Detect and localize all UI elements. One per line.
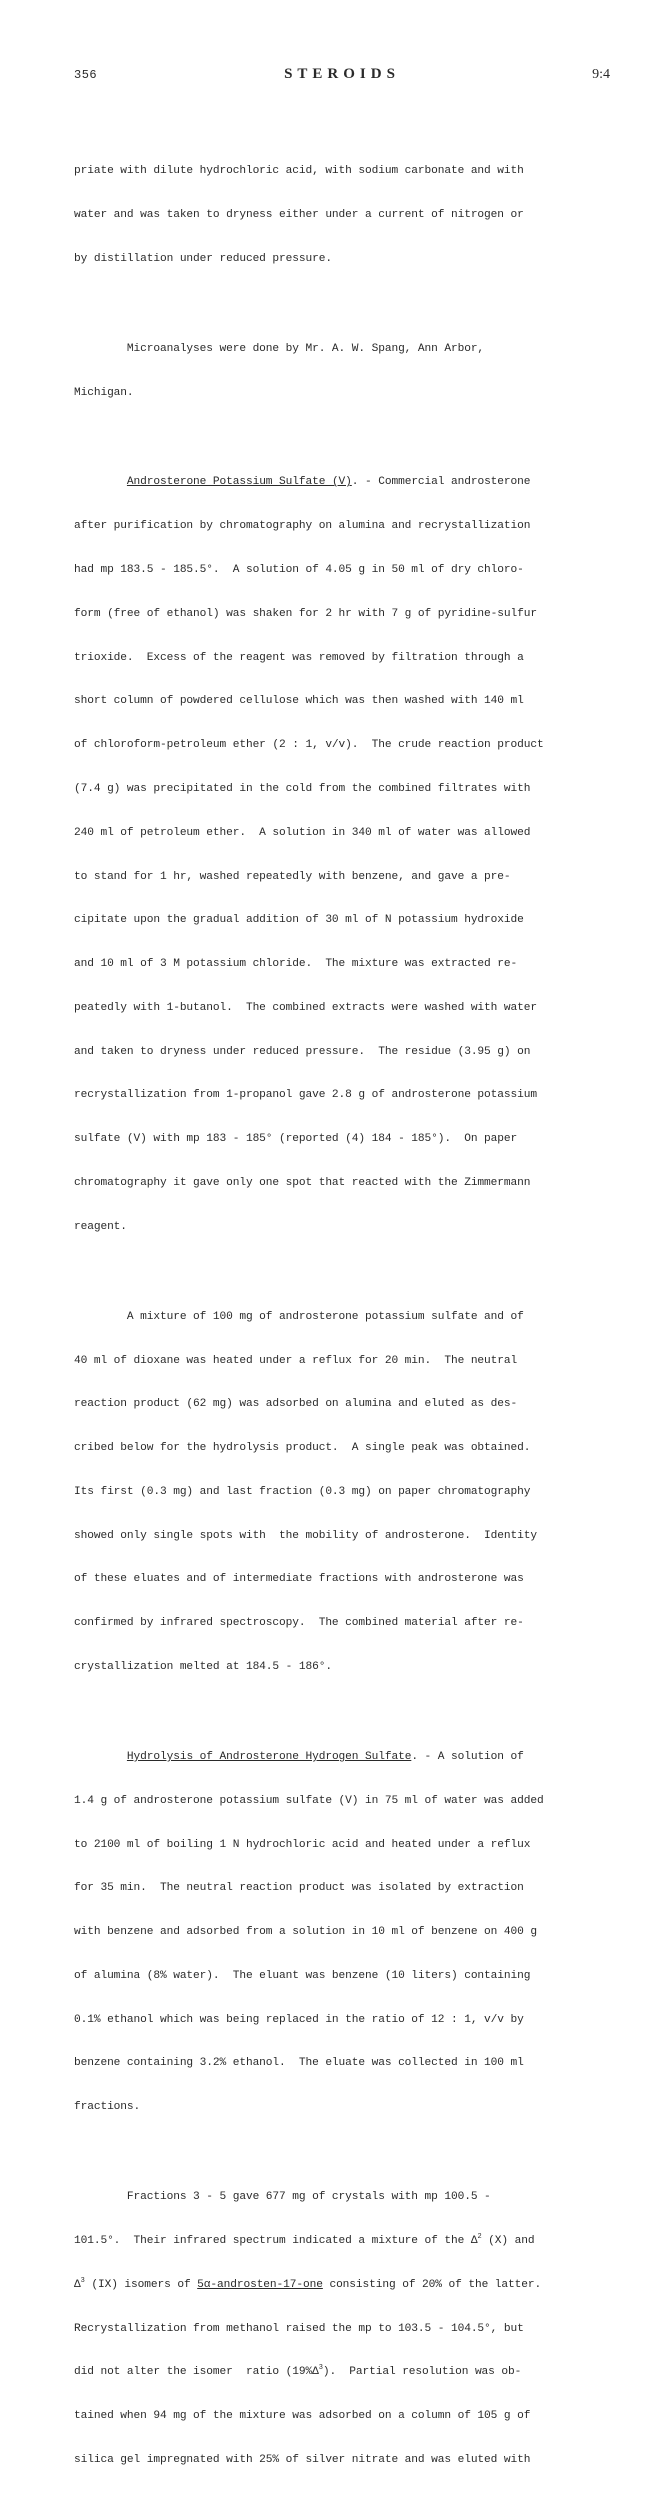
text-line: cribed below for the hydrolysis product. A single peak was obtained.: [74, 1442, 531, 1455]
text-line: 0.1% ethanol which was being replaced in the ratio of 12 : 1, v/v by: [74, 2013, 524, 2026]
section-heading: Androsterone Potassium Sulfate (V): [126, 476, 352, 489]
text-run: ). Partial resolution was ob-: [322, 2366, 522, 2379]
text-line: of alumina (8% water). The eluant was benzene (10 liters) containing: [74, 1969, 531, 1982]
text-line: benzene containing 3.2% ethanol. The eluate was collected in 100 ml: [74, 2057, 524, 2070]
text-line: 1.4 g of androsterone potassium sulfate (V) in 75 ml of water was added: [74, 1794, 544, 1807]
text-line: Its first (0.3 mg) and last fraction (0.3 mg) on paper chromatography: [74, 1485, 531, 1498]
superscript: 3: [80, 2276, 85, 2285]
text-line: and taken to dryness under reduced pressure. The residue (3.95 g) on: [74, 1045, 531, 1058]
text-line: trioxide. Excess of the reagent was removed by filtration through a: [74, 651, 524, 664]
text-line: [74, 475, 614, 490]
text-line: [74, 1750, 614, 1765]
text-run: Δ: [74, 2278, 81, 2291]
text-line: reaction product (62 mg) was adsorbed on alumina and eluted as des-: [74, 1398, 518, 1411]
paragraph-continuation: [74, 135, 614, 296]
text-line: silica gel impregnated with 25% of silver nitrate and was eluted with: [74, 2453, 531, 2466]
section-heading: Hydrolysis of Androsterone Hydrogen Sulfate: [126, 1750, 412, 1763]
text-line: of these eluates and of intermediate fractions with androsterone was: [74, 1573, 524, 1586]
text-line: form (free of ethanol) was shaken for 2 hr with 7 g of pyridine-sulfur: [74, 607, 537, 620]
text-line: A mixture of 100 mg of androsterone potassium sulfate and of: [74, 1310, 524, 1323]
text-line: to stand for 1 hr, washed repeatedly with benzene, and gave a pre-: [74, 870, 511, 883]
text-line: and 10 ml of 3 M potassium chloride. The mixture was extracted re-: [74, 958, 518, 971]
text-line: with benzene and adsorbed from a solution in 10 ml of benzene on 400 g: [74, 1926, 537, 1939]
text-line: confirmed by infrared spectroscopy. The combined material after re-: [74, 1617, 524, 1630]
text-line: [74, 2234, 614, 2249]
superscript: 2: [477, 2232, 482, 2241]
indent: [74, 476, 127, 488]
text-line: reagent.: [74, 1220, 127, 1233]
text-run: 101.5°. Their infrared spectrum indicated a mixture of the Δ: [74, 2234, 478, 2247]
page-number: 356: [74, 68, 98, 82]
text-line: to 2100 ml of boiling 1 N hydrochloric acid and heated under a reflux: [74, 1838, 531, 1851]
paragraph-dioxane-mixture: [74, 1281, 614, 1704]
text-line: [74, 2365, 614, 2380]
text-line: water and was taken to dryness either under a current of nitrogen or: [74, 208, 524, 221]
paragraph-microanalyses: [74, 313, 614, 430]
text-line: crystallization melted at 184.5 - 186°.: [74, 1660, 332, 1673]
text-line: short column of powdered cellulose which was then washed with 140 ml: [74, 695, 524, 708]
paragraph-hydrolysis: [74, 1721, 614, 2144]
compound-name: 5α-androsten-17-one: [197, 2278, 323, 2291]
text-run: (X) and: [481, 2234, 535, 2247]
text-line: Michigan.: [74, 386, 134, 399]
text-line: peatedly with 1-butanol. The combined extracts were washed with water: [74, 1001, 537, 1014]
text-line: 40 ml of dioxane was heated under a reflux for 20 min. The neutral: [74, 1354, 518, 1367]
journal-title: STEROIDS: [284, 66, 400, 82]
text-line: tained when 94 mg of the mixture was adsorbed on a column of 105 g of: [74, 2410, 531, 2423]
text-line: recrystallization from 1-propanol gave 2.8 g of androsterone potassium: [74, 1089, 537, 1102]
text-line: for 35 min. The neutral reaction product was isolated by extraction: [74, 1882, 524, 1895]
text-line: by distillation under reduced pressure.: [74, 252, 332, 265]
running-header: [74, 68, 610, 88]
text-line: chromatography it gave only one spot that reacted with the Zimmermann: [74, 1176, 531, 1189]
text-line: 240 ml of petroleum ether. A solution in 340 ml of water was allowed: [74, 826, 531, 839]
paragraph-fractions: [74, 2161, 614, 2497]
text-run: (IX) isomers of: [84, 2278, 198, 2291]
text-line: Recrystallization from methanol raised the mp to 103.5 - 104.5°, but: [74, 2322, 524, 2335]
text-line: (7.4 g) was precipitated in the cold from the combined filtrates with: [74, 782, 531, 795]
text-line: fractions.: [74, 2101, 141, 2114]
indent: [74, 1751, 127, 1763]
text-line: sulfate (V) with mp 183 - 185° (reported (4) 184 - 185°). On paper: [74, 1133, 518, 1146]
text-line: showed only single spots with the mobility of androsterone. Identity: [74, 1529, 537, 1542]
text-line: had mp 183.5 - 185.5°. A solution of 4.05 g in 50 ml of dry chloro-: [74, 564, 524, 577]
text-line: after purification by chromatography on alumina and recrystallization: [74, 520, 531, 533]
text-run: consisting of 20% of the latter.: [322, 2278, 542, 2291]
text-line: Fractions 3 - 5 gave 677 mg of crystals with mp 100.5 -: [74, 2191, 491, 2204]
issue-number: 9:4: [592, 67, 610, 82]
heading-rest: . - Commercial androsterone: [351, 476, 531, 489]
body-text: [74, 135, 614, 2514]
text-run: did not alter the isomer ratio (19%Δ: [74, 2366, 319, 2379]
paragraph-androsterone-potassium-sulfate: [74, 446, 614, 1263]
superscript: 3: [318, 2364, 323, 2373]
text-line: of chloroform-petroleum ether (2 : 1, v/v). The crude reaction product: [74, 739, 544, 752]
text-line: Microanalyses were done by Mr. A. W. Spang, Ann Arbor,: [74, 342, 485, 355]
text-line: [74, 2278, 614, 2293]
text-line: priate with dilute hydrochloric acid, with sodium carbonate and with: [74, 165, 524, 178]
text-line: cipitate upon the gradual addition of 30 ml of N potassium hydroxide: [74, 914, 524, 927]
heading-rest: . - A solution of: [411, 1750, 524, 1763]
